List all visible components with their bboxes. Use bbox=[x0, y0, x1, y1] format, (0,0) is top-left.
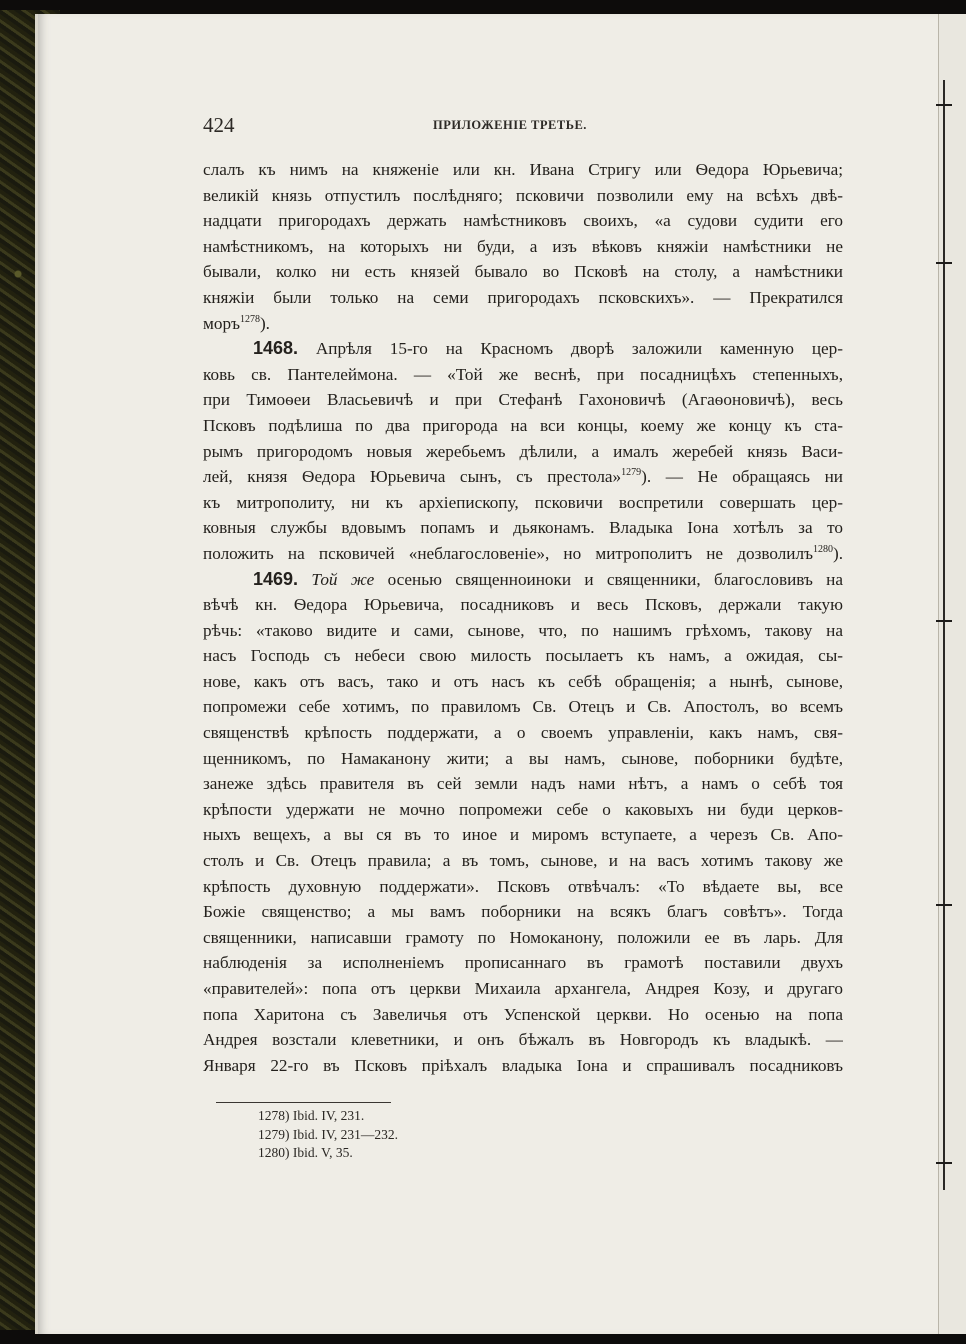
footnote-1279: 1279) Ibid. IV, 231—232. bbox=[258, 1126, 398, 1142]
text-line: великій князь отпустилъ послѣдняго; псковичи позволили ему на всѣхъ двѣ- bbox=[203, 185, 843, 205]
text-line: Андрея возстали клеветники, и онъ бѣжалъ въ Новгородъ къ владыкѣ. — bbox=[203, 1030, 843, 1050]
text-line: попа Харитона съ Завеличья отъ Успенской церкви. Но осенью на попа bbox=[203, 1004, 843, 1024]
text-line: священствѣ крѣпость поддержати, а о своемъ управленіи, какъ намъ, свя- bbox=[203, 723, 843, 743]
text-line: моръ$^{1278}$). bbox=[203, 313, 270, 333]
paragraph-1468: 1468. Апрѣля 15-го на Красномъ дворѣ заложили каменную цер- bbox=[253, 338, 843, 359]
text-line: надцати пригородахъ держать намѣстниковъ своихъ, «а судови судити его bbox=[203, 211, 843, 231]
running-title: ПРИЛОЖЕНІЕ ТРЕТЬЕ. bbox=[433, 118, 587, 132]
text-line: слалъ къ нимъ на княженіе или кн. Ивана Стригу или Ѳедора Юрьевича; bbox=[203, 160, 843, 179]
footnote-ref: 1278 bbox=[239, 313, 260, 325]
footnote-divider bbox=[216, 1102, 391, 1103]
text-line: къ митрополиту, ни къ архіепископу, псковичи воспретили совершать цер- bbox=[203, 492, 843, 512]
text-line: нове, какъ отъ васъ, тако и отъ насъ къ себѣ обращенія; а нынѣ, сынове, bbox=[203, 671, 843, 691]
text-line: столъ и Св. Отецъ правила; а въ томъ, сынове, и на васъ хотимъ такову же bbox=[203, 851, 843, 871]
text-line: попромежи себе хотимъ, по правиломъ Св. Отецъ и Св. Апостолъ, во всемъ bbox=[203, 697, 843, 717]
page-number: 424 bbox=[203, 113, 235, 137]
text-line: крѣпости удержати не мочно попромежи себе о каковыхъ ни буди церков- bbox=[203, 799, 843, 819]
paragraph-1469: 1469. Той же осенью священноиноки и священники, благословивъ на bbox=[253, 568, 843, 589]
page-header bbox=[203, 113, 843, 141]
footnote-ref: 1280 bbox=[812, 543, 833, 555]
text-line: вѣчѣ кн. Ѳедора Юрьевича, посадниковъ и весь Псковъ, держали такую bbox=[203, 595, 843, 615]
text-line: рымъ пригородомъ новыя жеребьемъ дѣлили, а ималъ жеребей князь Васи- bbox=[203, 441, 843, 461]
footnote-ref: 1279 bbox=[621, 467, 642, 479]
text-line: насъ Господь съ небеси свою милость посылаетъ къ намъ, а ожидая, сы- bbox=[203, 646, 843, 666]
text-line: занеже здѣсь правителя въ сей земли надъ нами нѣтъ, а намъ о себѣ тоя bbox=[203, 774, 843, 794]
text-line: Божіе священство; а мы вамъ поборники на всякъ благъ совѣтъ». Тогда bbox=[203, 902, 843, 922]
text-line: намѣстникомъ, на которыхъ ни буди, а изъ вѣковъ княжіи намѣстники не bbox=[203, 236, 843, 256]
footnote-1280: 1280) Ibid. V, 35. bbox=[258, 1145, 353, 1160]
binding-stitch bbox=[936, 262, 952, 264]
binding-stitch bbox=[936, 1162, 952, 1164]
text-line: Псковъ подѣлиша по два пригорода на вси концы, коему же концу къ ста- bbox=[203, 415, 843, 435]
year-heading: 1468. bbox=[253, 338, 299, 359]
text-line: наблюденія за исполненіемъ прописаннаго въ грамотѣ поставили двухъ bbox=[203, 953, 843, 973]
text-line: ныхъ вещехъ, а вы ся въ то иное и миромъ вступаете, а черезъ Св. Апо- bbox=[203, 825, 843, 845]
binding-stitch bbox=[936, 620, 952, 622]
text-line: «правителей»: попа отъ церкви Михаила архангела, Андрея Козу, и другаго bbox=[203, 979, 843, 998]
text-line: лей, князя Ѳедора Юрьевича сынъ, съ престола»$^{1279}$). — Не обращаясь ни bbox=[203, 467, 843, 487]
text-line: Января 22-го въ Псковъ пріѣхалъ владыка Іона и спрашивалъ посадниковъ bbox=[203, 1055, 843, 1075]
text-line: крѣпость духовную поддержати». Псковъ отвѣчалъ: «То вѣдаете вы, все bbox=[203, 876, 843, 896]
text-line: щенникомъ, по Намаканону жити; а вы намъ, сынове, поборники будѣте, bbox=[203, 748, 843, 768]
footnote-1278: 1278) Ibid. IV, 231. bbox=[258, 1108, 365, 1123]
text-line: рѣчь: «таково видите и сами, сынове, что, по нашимъ грѣхомъ, такову на bbox=[203, 620, 843, 640]
text-line: княжіи были только на семи пригородахъ псковскихъ». — Прекратился bbox=[203, 287, 843, 307]
text-line: при Тимоѳеи Власьевичѣ и при Стефанѣ Гахоновичѣ (Агаѳоновичѣ), весь bbox=[203, 390, 843, 410]
binding-thread bbox=[943, 80, 945, 1190]
text-line: ковныя службы вдовымъ попамъ и дьяконамъ. Владыка Іона хотѣлъ за то bbox=[203, 518, 843, 538]
binding-stitch bbox=[936, 904, 952, 906]
text-line: бывали, колко ни есть князей бывало во Псковѣ на столу, а намѣстники bbox=[203, 262, 843, 282]
text-line: ковь св. Пантелеймона. — «Той же веснѣ, при посадницѣхъ степенныхъ, bbox=[203, 364, 843, 384]
binding-stitch bbox=[936, 104, 952, 106]
footnotes bbox=[258, 1107, 398, 1163]
year-heading: 1469. bbox=[253, 568, 299, 589]
text-line: священники, написавши грамоту по Номоканону, положили ее въ ларь. Для bbox=[203, 927, 843, 947]
text-line: положить на псковичей «неблагословеніе», но митрополитъ не дозволилъ$^{1280}$). bbox=[203, 543, 843, 563]
body-text bbox=[203, 157, 843, 1078]
